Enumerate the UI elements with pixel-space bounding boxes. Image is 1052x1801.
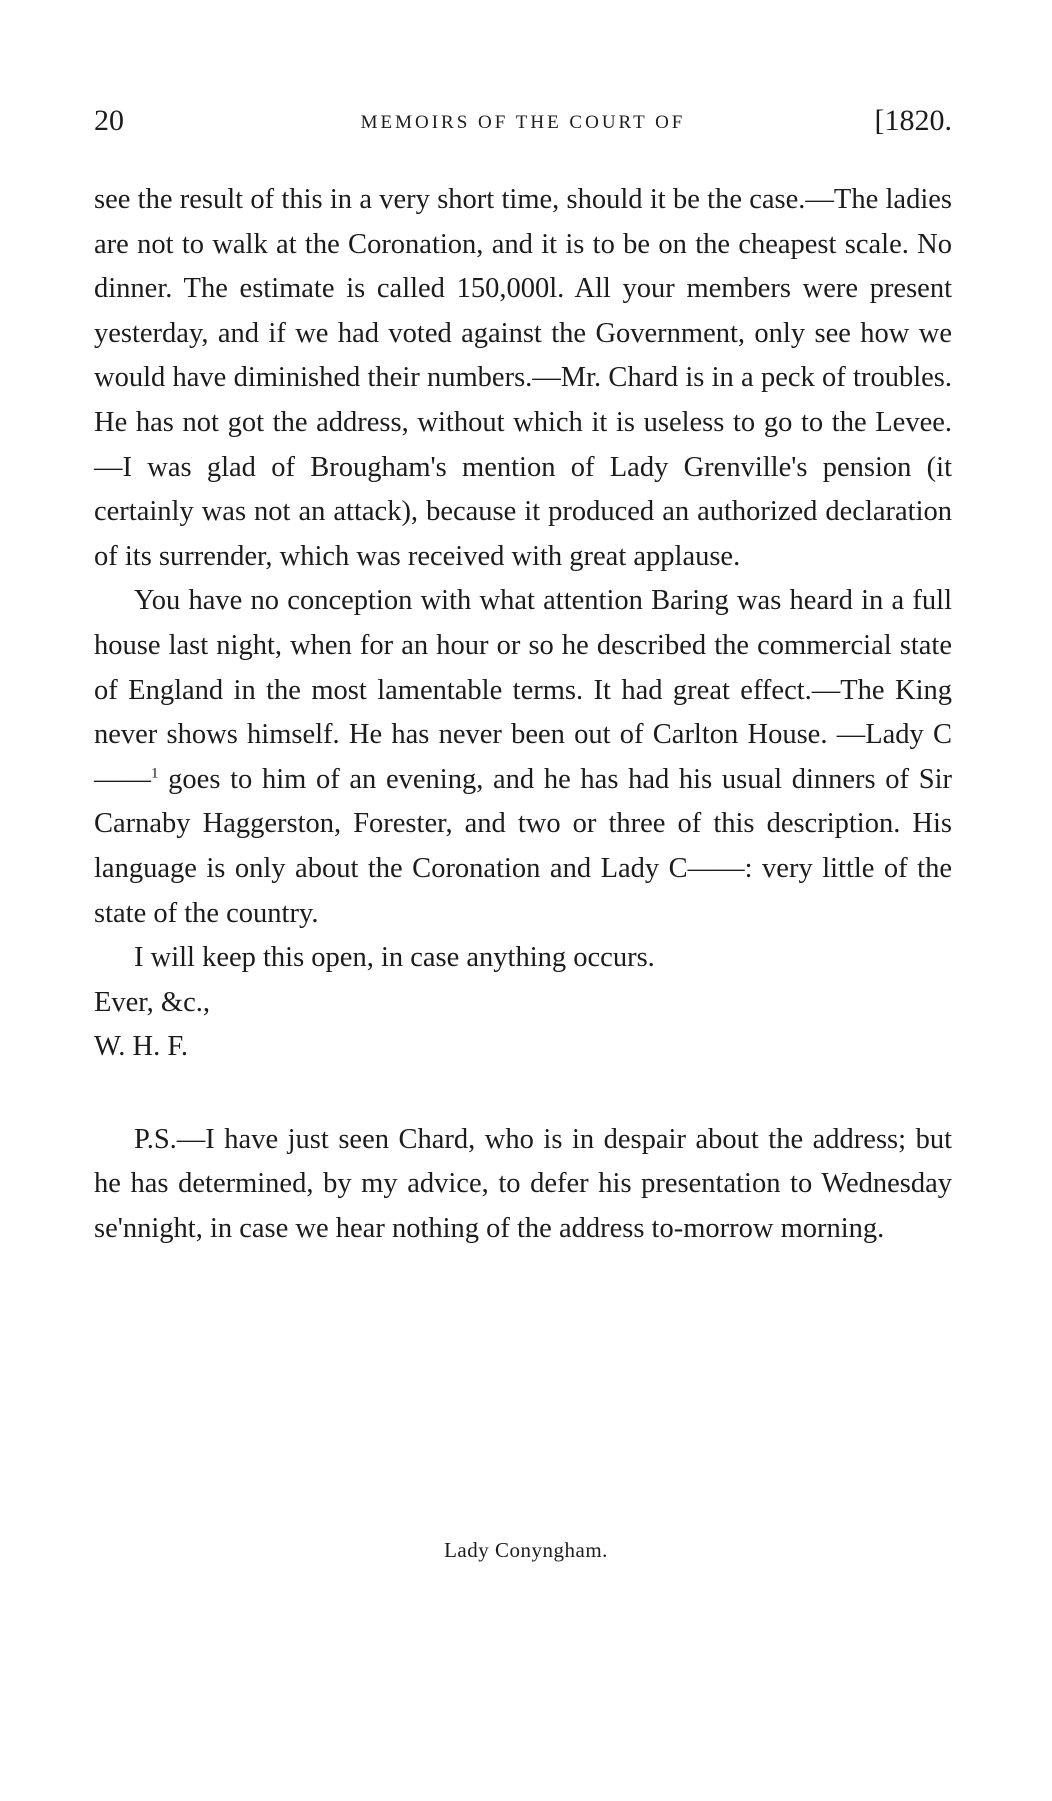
letter-body [94,178,952,1252]
running-header [94,104,952,154]
running-title: MEMOIRS OF THE COURT OF [360,112,686,133]
letter-signature: W. H. F. [94,1031,189,1063]
running-year: [1820. [874,104,952,137]
paragraph-baring [94,579,952,936]
letter-signoff: Ever, &c., [94,986,210,1018]
footnote: Lady Conyngham. [444,1538,608,1562]
paragraph-baring-text-b: goes to him of an evening, and he has had his usual dinners of Sir Carnaby Haggerston, Forester, and two or three of this description. His language is only about the Coronation and Lady C——: very little of the state of the country. [94,763,952,929]
paragraph-baring-text-a: You have no conception with what attention Baring was heard in a full house last night, when for an hour or so he described the commercial state of England in the most lamentable terms. It had great effect.—The King never shows himself. He has never been out of Carlton House. —Lady C—— [94,585,952,795]
paragraph-closing: I will keep this open, in case anything occurs. [134,942,655,974]
postscript: P.S.—I have just seen Chard, who is in despair about the address; but he has determined, by my advice, to defer his presentation to Wednesday se'nnight, in case we hear nothing of the address to-morrow morning. [94,1123,952,1245]
page-number: 20 [94,104,124,137]
paragraph-continuation: see the result of this in a very short time, should it be the case.—The ladies are not to walk at the Coronation, and it is to be on the cheapest scale. No dinner. The estimate is called 150,000l. All your members were present yesterday, and if we had voted against the Government, only see how we would have diminished their numbers.—Mr. Chard is in a peck of troubles. He has not got the address, without which it is useless to go to the Levee.—I was glad of Brougham's mention of Lady Grenville's pension (it certainly was not an attack), because it produced an authorized declaration of its surrender, which was received with great applause. [94,184,952,572]
footnote-marker: 1 [151,765,159,782]
